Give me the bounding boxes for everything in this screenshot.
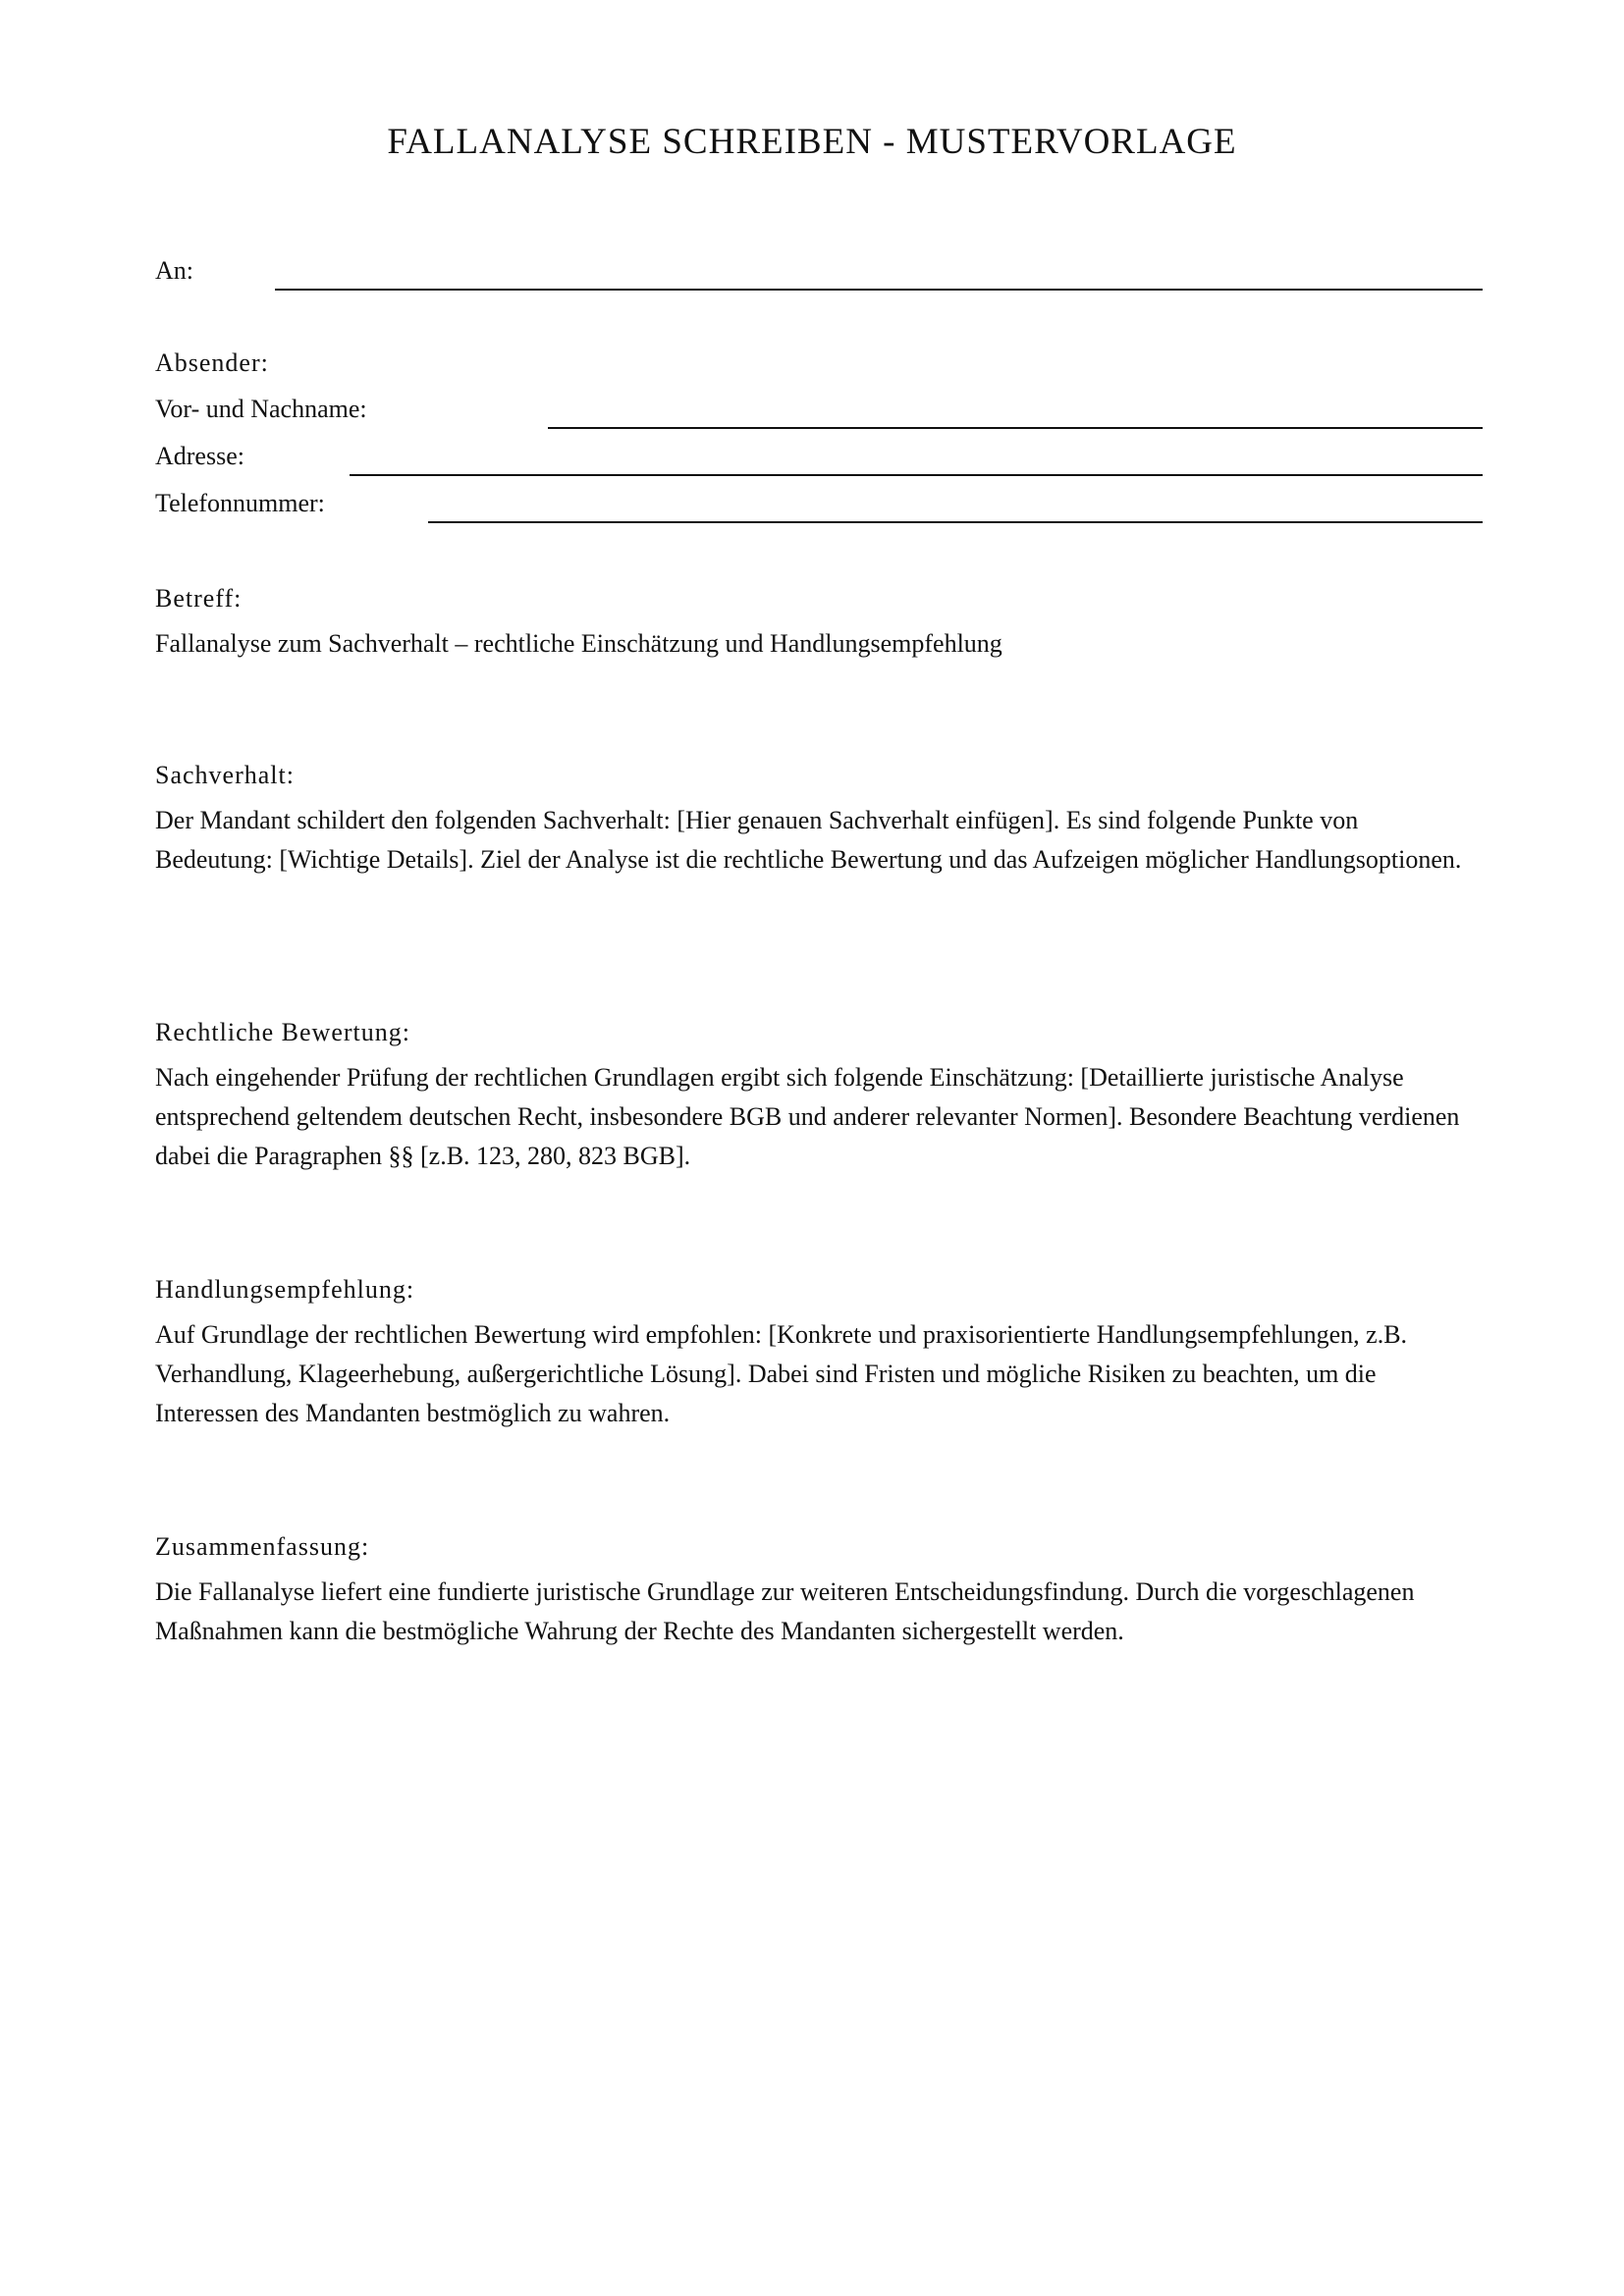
legal-assessment-body: Nach eingehender Prüfung der rechtlichen Grundlagen ergibt sich folgende Einschätzung: [Detaillierte juristische Analyse entsprechend geltendem deutschen Recht, insbesondere BGB und anderer relevanter Normen]. Besondere Beachtung verdienen dabei die Paragraphen §§ [z.B. 123, 280, 823 BGB]. <box>155 1063 1460 1170</box>
sender-phone-label: Telefonnummer: <box>155 489 325 517</box>
sender-address-field <box>155 437 1483 476</box>
recommendation-body: Auf Grundlage der rechtlichen Bewertung wird empfohlen: [Konkrete und praxisorientierte Handlungsempfehlungen, z.B. Verhandlung, Klageerhebung, außergerichtliche Lösung]. Dabei sind Fristen und mögliche Risiken zu beachten, um die Interessen des Mandanten bestmöglich zu wahren. <box>155 1320 1408 1427</box>
recipient-line[interactable] <box>275 289 1483 291</box>
recipient-field <box>155 251 1483 291</box>
sender-name-label: Vor- und Nachname: <box>155 395 367 423</box>
sender-name-field <box>155 390 1483 429</box>
facts-body: Der Mandant schildert den folgenden Sachverhalt: [Hier genauen Sachverhalt einfügen]. Es sind folgende Punkte von Bedeutung: [Wichtige Details]. Ziel der Analyse ist die rechtliche Bewertung und das Aufzeigen möglicher Handlungsoptionen. <box>155 806 1462 874</box>
sender-heading: Absender: <box>155 348 269 377</box>
sender-phone-field <box>155 484 1483 523</box>
legal-assessment-heading: Rechtliche Bewertung: <box>155 1018 410 1046</box>
sender-address-label: Adresse: <box>155 442 244 470</box>
recipient-label: An: <box>155 256 193 285</box>
sender-name-line[interactable] <box>548 427 1483 429</box>
subject-heading: Betreff: <box>155 584 243 613</box>
summary-heading: Zusammenfassung: <box>155 1532 370 1561</box>
recommendation-heading: Handlungsempfehlung: <box>155 1275 415 1304</box>
sender-address-line[interactable] <box>350 474 1483 476</box>
facts-heading: Sachverhalt: <box>155 761 295 789</box>
document-title: FALLANALYSE SCHREIBEN - MUSTERVORLAGE <box>387 122 1237 162</box>
sender-phone-line[interactable] <box>428 521 1483 523</box>
summary-body: Die Fallanalyse liefert eine fundierte juristische Grundlage zur weiteren Entscheidungsfindung. Durch die vorgeschlagenen Maßnahmen kann die bestmögliche Wahrung der Rechte des Mandanten sichergestellt werden. <box>155 1577 1415 1645</box>
subject-text: Fallanalyse zum Sachverhalt – rechtliche Einschätzung und Handlungsempfehlung <box>155 629 1002 658</box>
